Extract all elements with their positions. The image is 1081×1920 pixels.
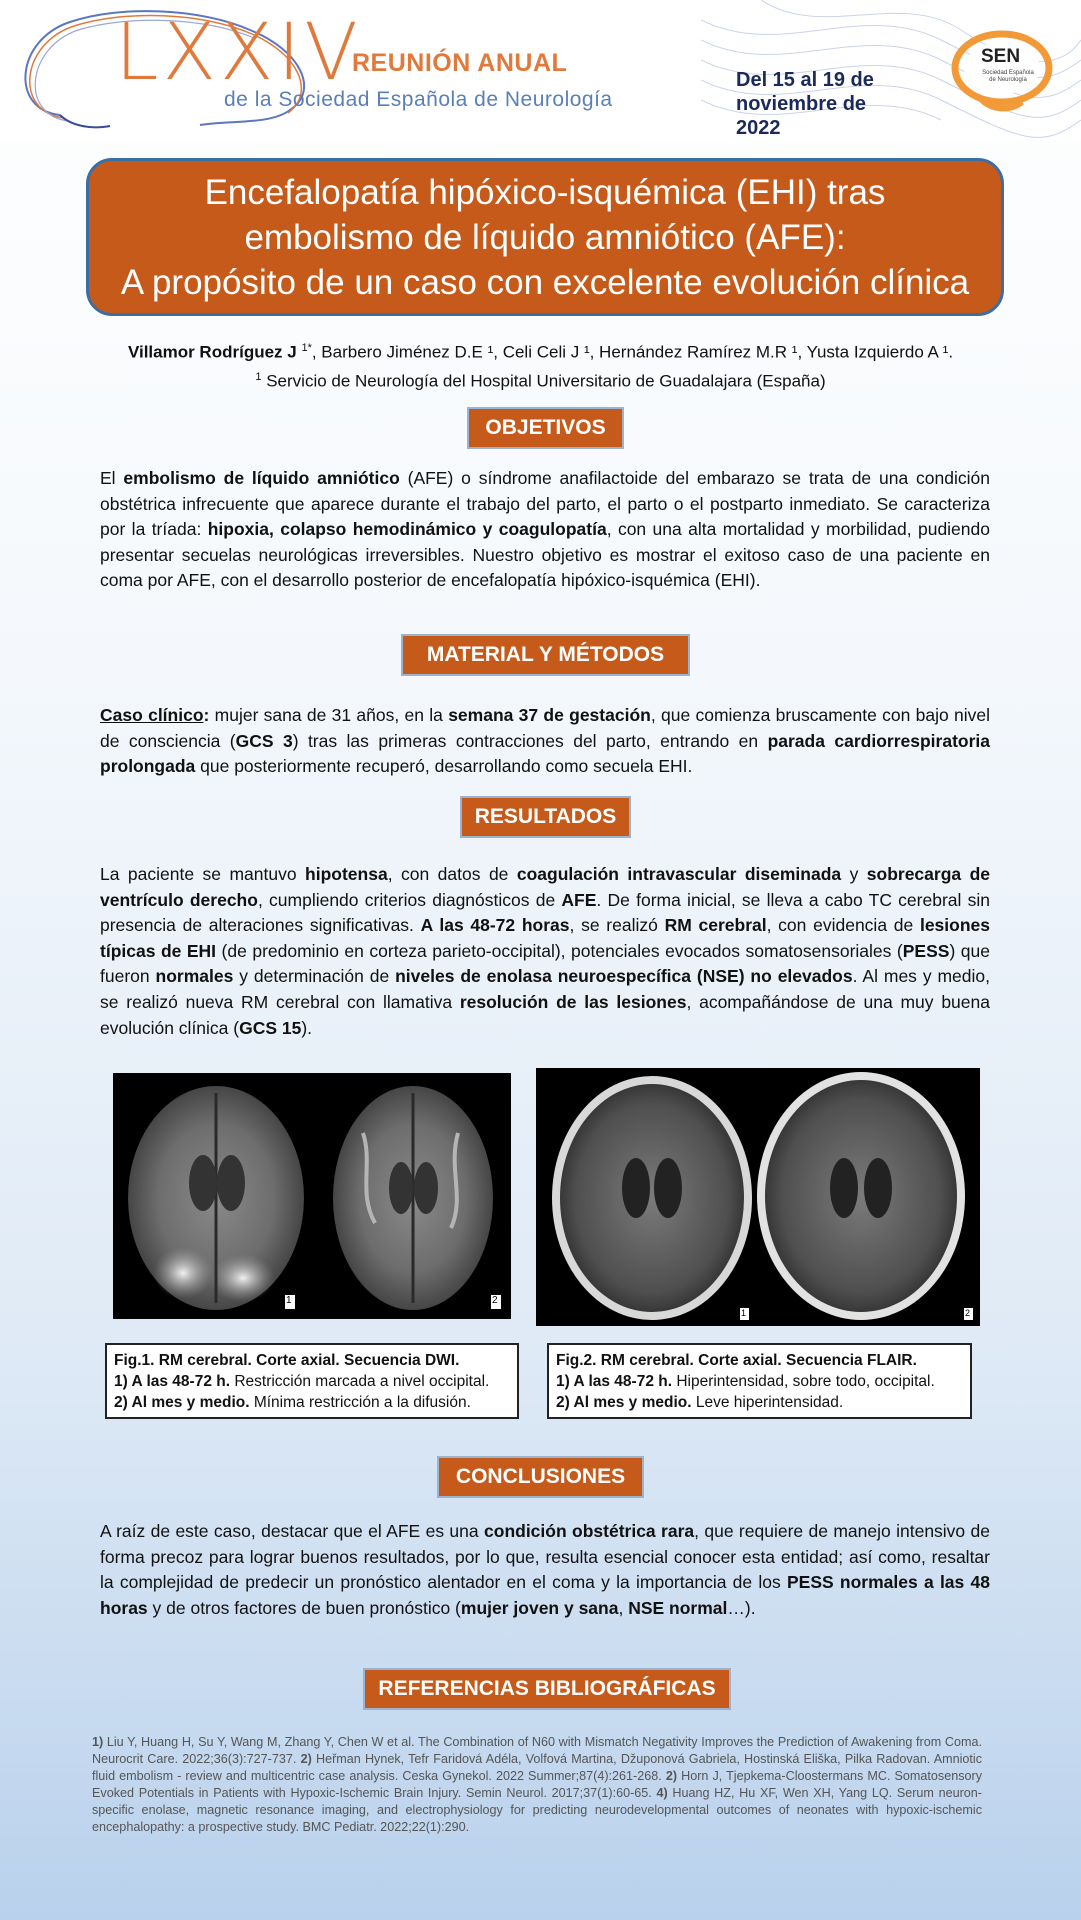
objetivos-text: El embolismo de líquido amniótico (AFE) o síndrome anafilactoide del embarazo se trata de una condición obstétrica infrecuente que aparece durante el trabajo del parto, el parto o el postparto inmediato. Se caracteriza por la tríada: hipoxia, colapso hemodinámico y coagulopatía, con una alta mortalidad y morbilidad, pudiendo presentar secuelas neurológicas irreversibles. Nuestro objetivo es mostrar el exitoso caso de una paciente en coma por AFE, con el desarrollo posterior de encefalopatía hipóxico-isquémica (EHI). xyxy=(100,468,990,591)
affiliation-text: Servicio de Neurología del Hospital Universitario de Guadalajara (España) xyxy=(261,371,826,391)
section-objetivos: OBJETIVOS xyxy=(467,407,624,449)
lead-author: Villamor Rodríguez J xyxy=(127,342,297,362)
society-name: de la Sociedad Española de Neurología xyxy=(224,88,613,111)
fig1-marker-2: 2 xyxy=(492,1295,498,1306)
title-line-3: A propósito de un caso con excelente evolución clínica xyxy=(120,263,970,302)
congress-dates xyxy=(736,68,916,140)
figure-1-caption: Fig.1. RM cerebral. Corte axial. Secuencia DWI. 1) A las 48-72 h. Restricción marcada a nivel occipital. 2) Al mes y medio. Mínima restricción a la difusión. xyxy=(105,1343,519,1419)
author-list xyxy=(60,336,1021,365)
conclusiones-text: A raíz de este caso, destacar que el AFE es una condición obstétrica rara, que requiere de manejo intensivo de forma precoz para lograr buenos resultados, por lo que, resulta esencial conocer esta entidad; así como, resaltar la complejidad de predecir un pronóstico alentador en el coma y la importancia de los PESS normales a las 48 horas y de otros factores de buen pronóstico (mujer joven y sana, NSE normal…). xyxy=(100,1521,991,1618)
sen-logo xyxy=(950,28,1060,118)
sen-logo-text: SEN xyxy=(981,46,1021,67)
section-resultados: RESULTADOS xyxy=(460,796,631,838)
references-text: 1) Liu Y, Huang H, Su Y, Wang M, Zhang Y, Chen W et al. The Combination of N60 with Mismatch Negativity Improves the Prediction of Awakening from Coma. Neurocrit Care. 2022;36(3):727-737. 2) Heřman Hynek, Tefr Faridová Adéla, Volfová Martina, Džuponová Gabriela, Hostinská Eliška, Pilka Radovan. Amniotic fluid embolism - review and multicentric case analysis. Ceska Gynekol. 2022 Summer;87(4):261-268. 2) Horn J, Tjepkema-Cloostermans MC. Somatosensory Evoked Potentials in Patients with Hypoxic-Ischemic Brain Injury. Semin Neurol. 2017;37(1):60-65. 4) Huang HZ, Hu XF, Wen XH, Yang LQ. Serum neuron-specific enolase, magnetic resonance imaging, and electrophysiology for predicting neurodevelopmental outcomes of neonates with hypoxic-ischemic encephalopathy: a prospective study. BMC Pediatr. 2022;22(1):290. xyxy=(92,1735,983,1834)
congress-number: LXXIV xyxy=(115,8,362,98)
title-line-2: embolismo de líquido amniótico (AFE): xyxy=(244,218,846,257)
lead-author-sup: 1* xyxy=(301,342,312,354)
dates-line-2: noviembre de 2022 xyxy=(736,93,867,139)
fig1-marker-1: 1 xyxy=(286,1295,292,1306)
dwi-brain-slices xyxy=(113,1073,511,1319)
dates-line-1: Del 15 al 19 de xyxy=(736,69,874,91)
section-material-metodos: MATERIAL Y MÉTODOS xyxy=(401,634,690,676)
resultados-text: La paciente se mantuvo hipotensa, con datos de coagulación intravascular diseminada y sobrecarga de ventrículo derecho, cumpliendo criterios diagnósticos de AFE. De forma inicial, se lleva a cabo TC cerebral sin presencia de alteraciones significativas. A las 48-72 horas, se realizó RM cerebral, con evidencia de lesiones típicas de EHI (de predominio en corteza parieto-occipital), potenciales evocados somatosensoriales (PESS) que fueron normales y determinación de niveles de enolasa neuroespecífica (NSE) no elevados. Al mes y medio, se realizó nueva RM cerebral con llamativa resolución de las lesiones, acompañándose de una muy buena evolución clínica (GCS 15). xyxy=(100,864,991,1038)
fig2-marker-2: 2 xyxy=(965,1308,971,1318)
flair-brain-slices xyxy=(536,1068,980,1326)
poster-title xyxy=(86,158,1004,316)
section-conclusiones: CONCLUSIONES xyxy=(437,1456,644,1498)
section-referencias: REFERENCIAS BIBLIOGRÁFICAS xyxy=(363,1668,731,1710)
affiliation-sup: 1 xyxy=(255,370,262,383)
poster-header xyxy=(0,0,1081,140)
authors-block xyxy=(60,336,1021,393)
affiliation xyxy=(60,365,1021,394)
fig1-caption-title: Fig.1. RM cerebral. Corte axial. Secuencia DWI. xyxy=(114,1352,460,1369)
fig2-marker-1: 1 xyxy=(741,1308,747,1318)
material-text: Caso clínico: mujer sana de 31 años, en la semana 37 de gestación, que comienza bruscamente con bajo nivel de consciencia (GCS 3) tras las primeras contracciones del parto, entrando en parada cardiorrespiratoria prolongada que posteriormente recuperó, desarrollando como secuela EHI. xyxy=(100,705,991,777)
fig2-caption-title: Fig.2. RM cerebral. Corte axial. Secuencia FLAIR. xyxy=(556,1352,917,1369)
sen-logo-subtext: Sociedad Española de Neurología xyxy=(982,70,1034,83)
meeting-title: REUNIÓN ANUAL xyxy=(352,49,568,77)
figure-1-dwi-image xyxy=(113,1073,511,1319)
figure-2-caption: Fig.2. RM cerebral. Corte axial. Secuencia FLAIR. 1) A las 48-72 h. Hiperintensidad, sobre todo, occipital. 2) Al mes y medio. Leve hiperintensidad. xyxy=(547,1343,972,1419)
title-line-1: Encefalopatía hipóxico-isquémica (EHI) tras xyxy=(204,173,886,212)
figure-2-flair-image xyxy=(536,1068,980,1326)
other-authors: , Barbero Jiménez D.E ¹, Celi Celi J ¹, Hernández Ramírez M.R ¹, Yusta Izquierdo A ¹. xyxy=(311,342,954,362)
